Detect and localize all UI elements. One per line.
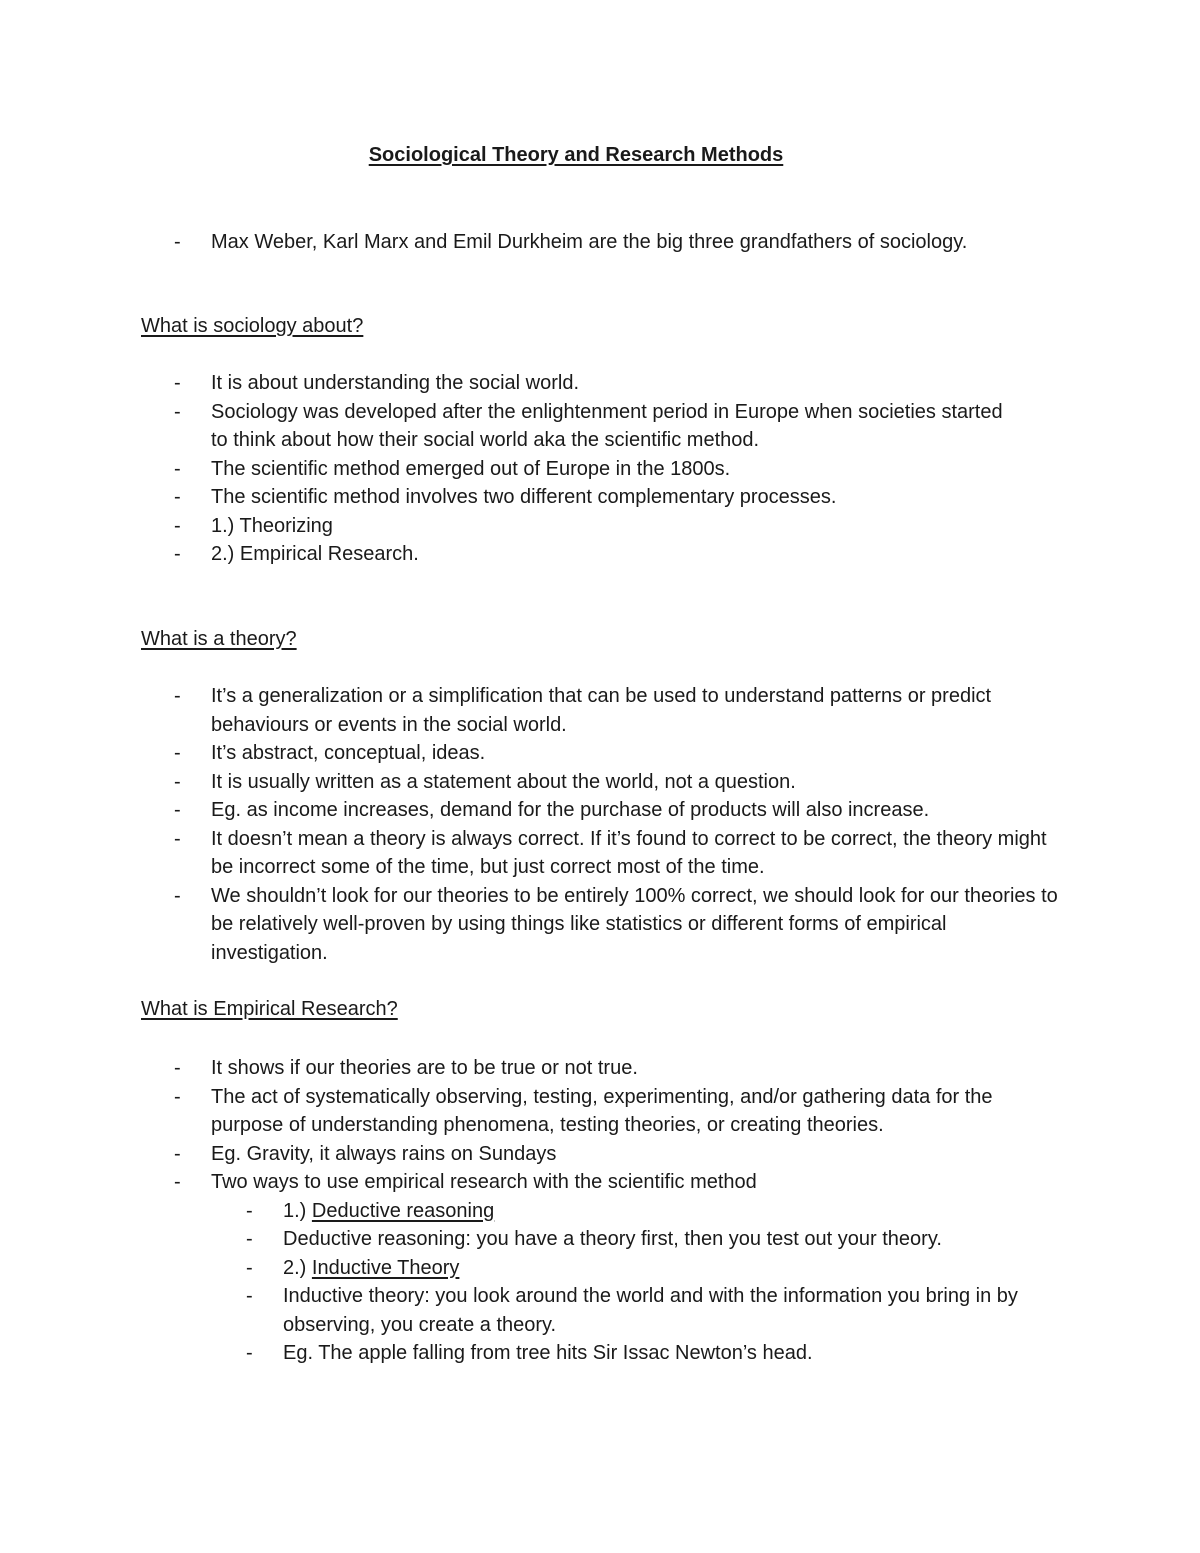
bullet-dash: - [246,1228,253,1250]
list-item-text: It doesn’t mean a theory is always correct. If it’s found to correct to be correct, the theory might be incorrect some of the time, but just correct most of the time. [211,827,1047,878]
sociology-list [0,369,1200,569]
list-item [0,228,1200,257]
section-heading-theory: What is a theory? [141,628,297,650]
list-item-text [283,1254,1063,1283]
sub-list-item [0,1339,1200,1368]
list-item-text: It is about understanding the social world. [211,372,579,394]
list-item-text [283,1197,1063,1226]
sub-list-item [0,1197,1200,1226]
list-item [0,682,1200,739]
list-item-text: The act of systematically observing, testing, experimenting, and/or gathering data for the purpose of understanding phenomena, testing theories, or creating theories. [211,1085,993,1136]
list-item [0,455,1200,484]
list-item [0,739,1200,768]
sub-list-item [0,1254,1200,1283]
bullet-dash: - [174,1142,181,1165]
bullet-dash: - [174,1057,181,1079]
list-item-text: 2.) Empirical Research. [211,543,419,565]
list-item [0,483,1200,512]
list-item-text: It’s a generalization or a simplification that can be used to understand patterns or predict behaviours or events in the social world. [211,685,992,736]
list-item-text: Deductive reasoning: you have a theory first, then you test out your theory. [283,1228,942,1250]
bullet-dash: - [174,799,181,821]
list-item [0,825,1200,882]
list-item-text: Inductive theory: you look around the world and with the information you bring in by observing, you create a theory. [283,1285,1018,1336]
empirical-list [0,1054,1200,1368]
list-item-text: Eg. Gravity, it always rains on Sundays [211,1142,557,1165]
inductive-prefix: 2.) [283,1256,312,1279]
deductive-prefix: 1.) [283,1199,312,1222]
list-item-text: Eg. The apple falling from tree hits Sir Issac Newton’s head. [283,1342,813,1364]
list-item [0,369,1200,398]
bullet-dash: - [174,1085,181,1108]
list-item-text: Max Weber, Karl Marx and Emil Durkheim are the big three grandfathers of sociology. [211,231,968,253]
inductive-theory-label: Inductive Theory [311,1256,460,1279]
bullet-dash: - [246,1285,253,1307]
bullet-dash: - [246,1199,253,1222]
bullet-dash: - [174,884,181,907]
bullet-dash: - [174,231,181,253]
bullet-dash: - [246,1342,253,1364]
list-item-text: Eg. as income increases, demand for the purchase of products will also increase. [211,799,930,821]
deductive-reasoning-label: Deductive reasoning [311,1199,495,1222]
bullet-dash: - [174,543,181,565]
list-item [0,398,1200,455]
bullet-dash: - [174,1171,181,1193]
bullet-dash: - [174,770,181,793]
bullet-dash: - [174,457,181,480]
list-item [0,512,1200,541]
list-item-text: The scientific method emerged out of Europe in the 1800s. [211,457,731,480]
list-item-text: Sociology was developed after the enlightenment period in Europe when societies started to think about how their social world aka the scientific method. [211,400,1003,451]
list-item-text: It’s abstract, conceptual, ideas. [211,742,486,764]
document-title: Sociological Theory and Research Methods [368,144,784,166]
bullet-dash: - [174,514,181,537]
list-item-text: The scientific method involves two different complementary processes. [211,486,837,508]
list-item-text: Two ways to use empirical research with the scientific method [211,1171,757,1193]
list-item-text: It is usually written as a statement about the world, not a question. [211,770,796,793]
bullet-dash: - [174,742,181,764]
sub-list-item [0,1225,1200,1254]
list-item [0,1140,1200,1169]
list-item-text: It shows if our theories are to be true or not true. [211,1057,638,1079]
bullet-dash: - [174,372,181,394]
theory-list [0,682,1200,967]
intro-list [0,228,1200,257]
bullet-dash: - [246,1256,253,1279]
bullet-dash: - [174,400,181,423]
list-item [0,796,1200,825]
list-item [0,1054,1200,1083]
section-heading-empirical: What is Empirical Research? [141,998,398,1020]
list-item [0,768,1200,797]
list-item [0,540,1200,569]
list-item [0,1168,1200,1197]
list-item [0,1083,1200,1140]
list-item-text: 1.) Theorizing [211,514,333,537]
section-heading-sociology: What is sociology about? [141,315,364,337]
bullet-dash: - [174,827,181,850]
bullet-dash: - [174,685,181,707]
list-item [0,882,1200,968]
list-item-text: We shouldn’t look for our theories to be entirely 100% correct, we should look for our theories to be relatively well-proven by using things like statistics or different forms of empirical investigation. [211,884,1058,964]
bullet-dash: - [174,486,181,508]
sub-list-item [0,1282,1200,1339]
